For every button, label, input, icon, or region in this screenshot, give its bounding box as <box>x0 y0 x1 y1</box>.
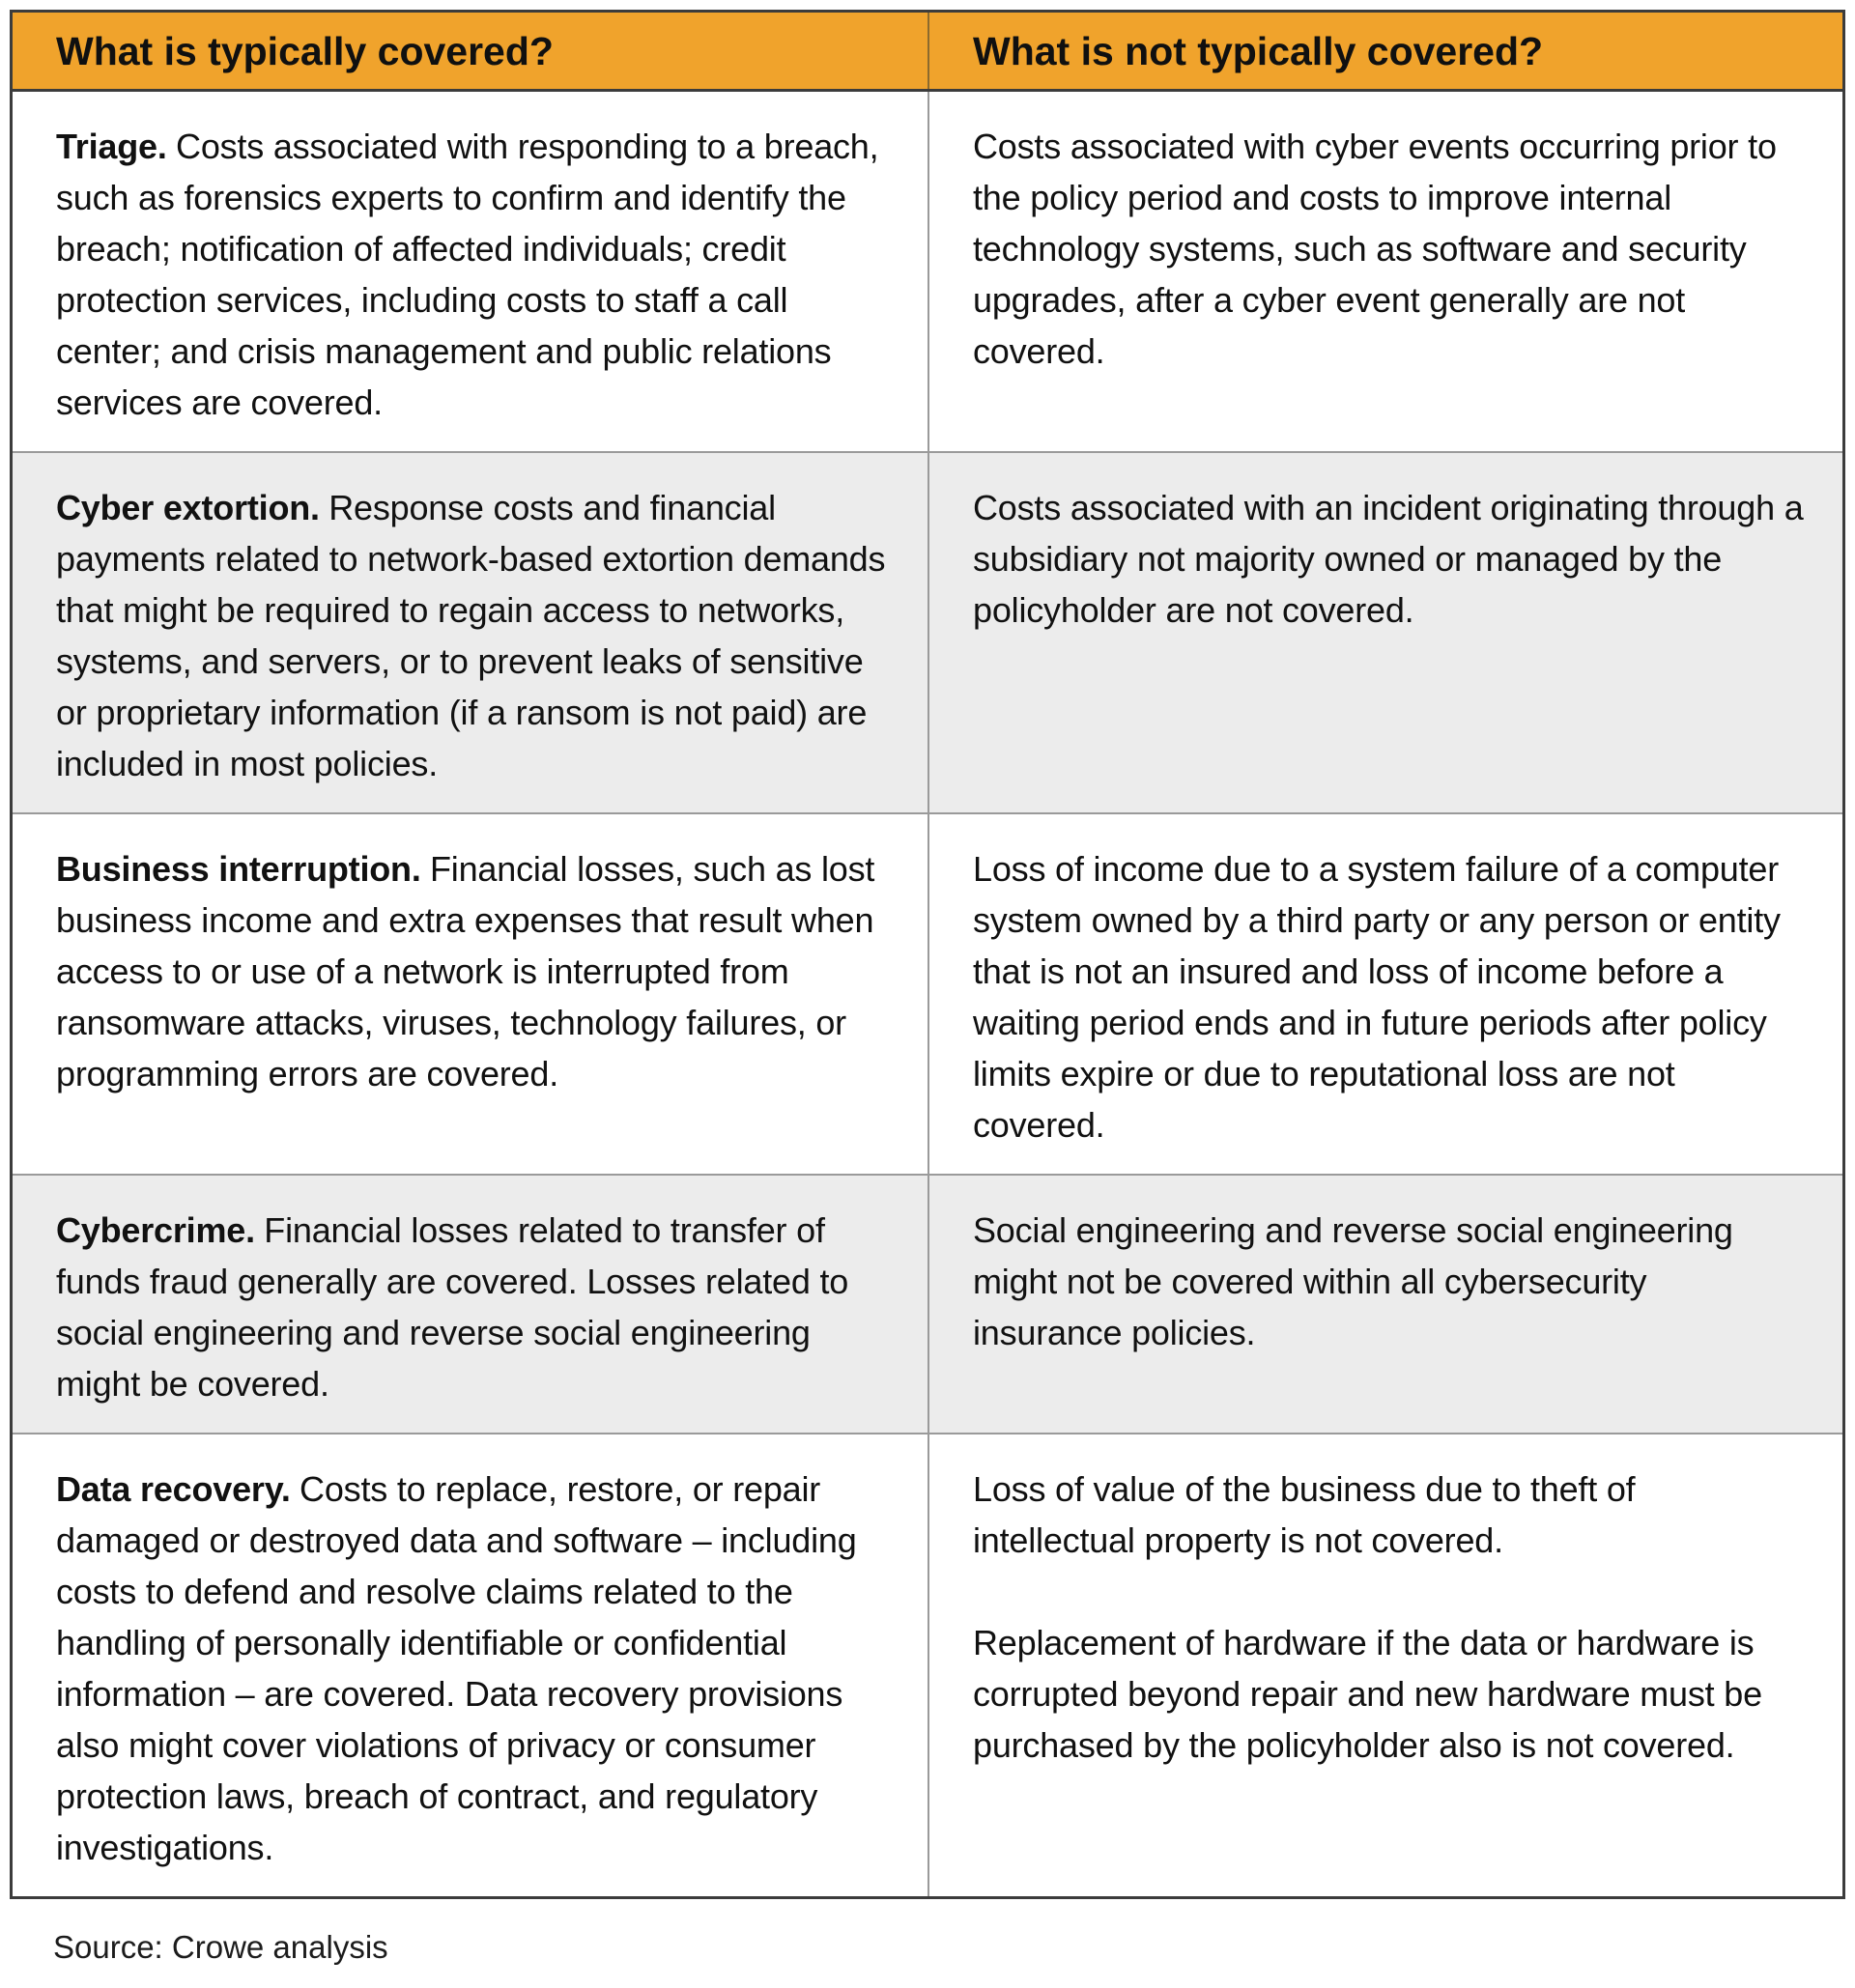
coverage-text: Costs associated with responding to a breach, such as forensics experts to confirm and identify the breach; notification of affected individuals; credit protection services, including costs to staff a call center; and crisis management and public relations services are covered. <box>56 127 879 422</box>
table-header-row <box>13 13 1842 92</box>
table-cell-not-covered <box>928 1434 1842 1896</box>
cell-paragraph: Loss of value of the business due to theft of intellectual property is not covered. <box>973 1469 1636 1560</box>
table-row-triage <box>13 92 1842 451</box>
cell-paragraph <box>56 1205 889 1409</box>
coverage-text: Financial losses, such as lost business income and extra expenses that result when access to or use of a network is interrupted from ransomware attacks, viruses, technology failures, or programming errors are covered. <box>56 849 875 1093</box>
cell-paragraph: Costs associated with cyber events occurring prior to the policy period and costs to improve internal technology systems, such as software and security upgrades, after a cyber event generally are not covered. <box>973 127 1777 371</box>
table-row-data-recovery <box>13 1433 1842 1896</box>
coverage-term: Cyber extortion. <box>56 488 320 527</box>
table-cell-covered <box>13 92 928 451</box>
coverage-term: Triage. <box>56 127 167 166</box>
coverage-term: Data recovery. <box>56 1469 291 1509</box>
table-cell-covered <box>13 1176 928 1433</box>
coverage-term: Business interruption. <box>56 849 421 889</box>
table-cell-covered <box>13 814 928 1174</box>
column-header-covered: What is typically covered? <box>56 29 554 73</box>
cell-paragraph <box>56 121 889 428</box>
cell-paragraph: Social engineering and reverse social engineering might not be covered within all cybersecurity insurance policies. <box>973 1210 1733 1352</box>
table-cell-covered <box>13 1434 928 1896</box>
cell-paragraph: Loss of income due to a system failure of a computer system owned by a third party or any person or entity that is not an insured and loss of income before a waiting period ends and in future periods after policy limits expire or due to reputational loss are not covered. <box>973 849 1781 1145</box>
coverage-term: Cybercrime. <box>56 1210 255 1250</box>
table-cell-not-covered <box>928 92 1842 451</box>
table-cell-covered <box>13 453 928 812</box>
cell-paragraph: Costs associated with an incident originating through a subsidiary not majority owned or managed by the policyholder are not covered. <box>973 488 1804 630</box>
table-row-cyber-extortion <box>13 451 1842 812</box>
cell-paragraph <box>56 843 889 1099</box>
cell-paragraph: Replacement of hardware if the data or hardware is corrupted beyond repair and new hardware must be purchased by the policyholder also is not covered. <box>973 1623 1762 1765</box>
table-cell-not-covered <box>928 814 1842 1174</box>
source-note: Source: Crowe analysis <box>53 1929 388 1965</box>
cell-paragraph <box>56 482 889 789</box>
table-cell-not-covered <box>928 453 1842 812</box>
table-row-business-interruption <box>13 812 1842 1174</box>
coverage-text: Costs to replace, restore, or repair damaged or destroyed data and software – including costs to defend and resolve claims related to the handling of personally identifiable or confidential information – are covered. Data recovery provisions also might cover violations of privacy or consumer protection laws, breach of contract, and regulatory investigations. <box>56 1469 857 1867</box>
cell-paragraph <box>56 1463 889 1873</box>
column-header-not-covered: What is not typically covered? <box>928 13 1842 89</box>
coverage-text: Financial losses related to transfer of funds fraud generally are covered. Losses related to social engineering and reverse social engineering might be covered. <box>56 1210 849 1404</box>
table-row-cybercrime <box>13 1174 1842 1433</box>
table-cell-not-covered <box>928 1176 1842 1433</box>
coverage-comparison-table <box>10 10 1845 1899</box>
coverage-text: Response costs and financial payments related to network-based extortion demands that might be required to regain access to networks, systems, and servers, or to prevent leaks of sensitive or proprietary information (if a ransom is not paid) are included in most policies. <box>56 488 886 783</box>
